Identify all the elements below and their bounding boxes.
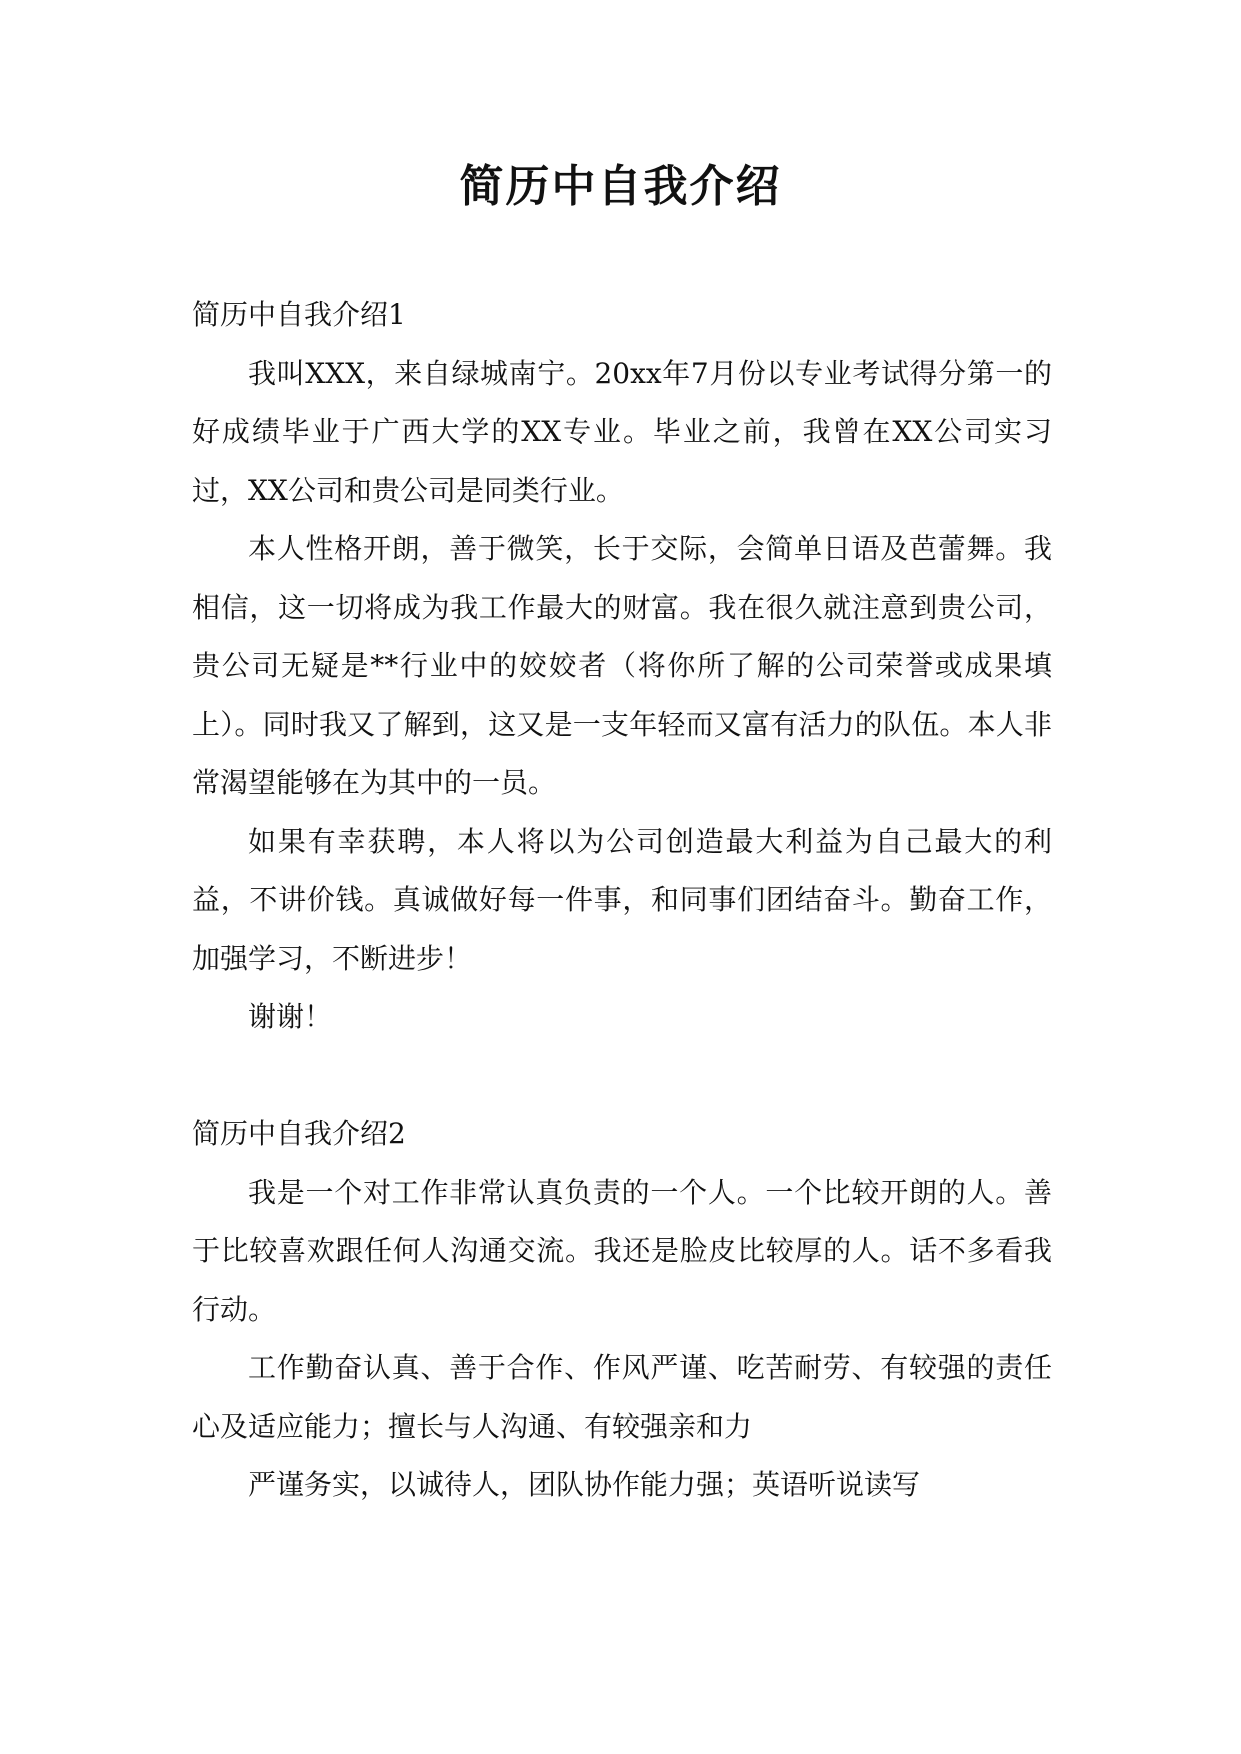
document-title: 简历中自我介绍 xyxy=(459,161,782,212)
section-1 xyxy=(192,286,1052,1047)
section-spacer xyxy=(192,1047,1052,1106)
paragraph: 谢谢！ xyxy=(248,1000,333,1033)
document-body xyxy=(192,286,1052,1515)
paragraph: 本人性格开朗，善于微笑，长于交际，会简单日语及芭蕾舞。我相信，这一切将成为我工作最大的财富。我在很久就注意到贵公司，贵公司无疑是**行业中的姣姣者（将你所了解的公司荣誉或成果填上）。同时我又了解到，这又是一支年轻而又富有活力的队伍。本人非常渴望能够在为其中的一员。 xyxy=(192,532,1052,799)
paragraph: 工作勤奋认真、善于合作、作风严谨、吃苦耐劳、有较强的责任心及适应能力；擅长与人沟通、有较强亲和力 xyxy=(192,1351,1052,1443)
paragraph: 严谨务实，以诚待人，团队协作能力强；英语听说读写 xyxy=(248,1468,921,1501)
section-2 xyxy=(192,1105,1052,1515)
paragraph: 我叫XXX，来自绿城南宁。20xx年7月份以专业考试得分第一的好成绩毕业于广西大学的XX专业。毕业之前，我曾在XX公司实习过，XX公司和贵公司是同类行业。 xyxy=(192,356,1052,507)
paragraph: 如果有幸获聘，本人将以为公司创造最大利益为自己最大的利益，不讲价钱。真诚做好每一件事，和同事们团结奋斗。勤奋工作，加强学习，不断进步！ xyxy=(192,824,1052,975)
section-heading: 简历中自我介绍2 xyxy=(192,1117,406,1150)
section-heading: 简历中自我介绍1 xyxy=(192,298,406,331)
paragraph: 我是一个对工作非常认真负责的一个人。一个比较开朗的人。善于比较喜欢跟任何人沟通交流。我还是脸皮比较厚的人。话不多看我行动。 xyxy=(192,1175,1052,1326)
